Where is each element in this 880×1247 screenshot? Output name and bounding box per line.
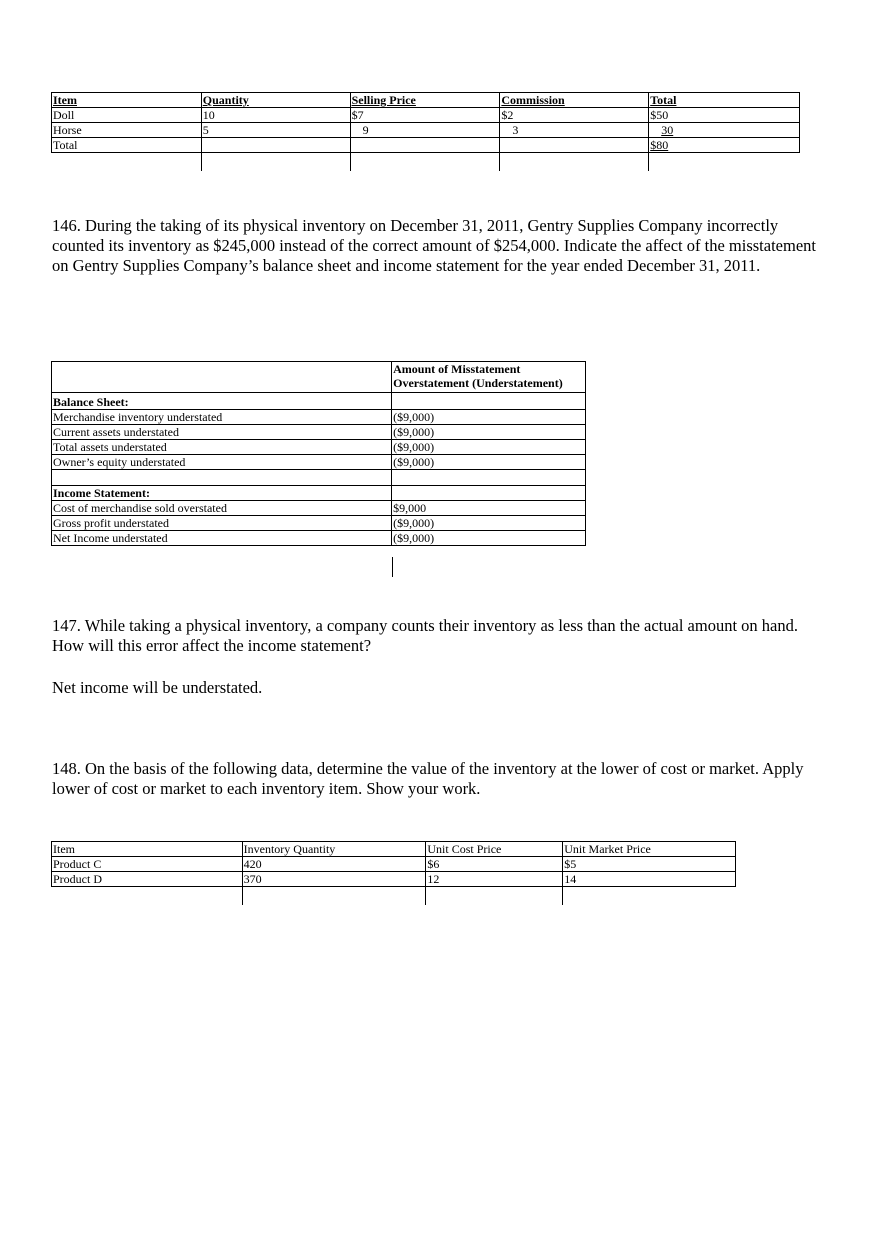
row-label: Total assets understated	[52, 440, 392, 455]
table-cell: 30	[649, 123, 800, 138]
sales-commission-table	[51, 92, 800, 171]
header-line-1: Amount of Misstatement	[393, 362, 521, 376]
table-cell	[350, 138, 500, 153]
table-row	[52, 455, 586, 470]
table-cell	[201, 138, 350, 153]
row-label: Current assets understated	[52, 425, 392, 440]
row-amount: ($9,000)	[392, 531, 586, 546]
header-line-2: Overstatement (Understatement)	[393, 376, 563, 390]
balance-sheet-label: Balance Sheet:	[52, 393, 392, 410]
table-cell: 3	[500, 123, 649, 138]
row-label: Merchandise inventory understated	[52, 410, 392, 425]
row-amount: ($9,000)	[392, 516, 586, 531]
table-cell: 420	[242, 857, 426, 872]
row-amount: ($9,000)	[392, 440, 586, 455]
header-inventory-quantity: Inventory Quantity	[242, 842, 426, 857]
header-selling-price: Selling Price	[350, 93, 500, 108]
table-cell: Total	[52, 138, 202, 153]
table-cell: $7	[350, 108, 500, 123]
table-cell: $6	[426, 857, 563, 872]
header-unit-market-price: Unit Market Price	[563, 842, 736, 857]
header-amount	[392, 362, 586, 393]
table-cell: $50	[649, 108, 800, 123]
row-amount: ($9,000)	[392, 410, 586, 425]
table-cell	[500, 138, 649, 153]
table-cell: 10	[201, 108, 350, 123]
table-cell: Product D	[52, 872, 243, 887]
table-row	[52, 857, 736, 872]
table-cell: $80	[649, 138, 800, 153]
table-row	[52, 440, 586, 455]
row-amount: ($9,000)	[392, 425, 586, 440]
table-row	[52, 501, 586, 516]
header-unit-cost-price: Unit Cost Price	[426, 842, 563, 857]
question-147: 147. While taking a physical inventory, a company counts their inventory as less than the actual amount on hand. How will this error affect the income statement?	[52, 616, 798, 655]
header-commission: Commission	[500, 93, 649, 108]
row-label: Cost of merchandise sold overstated	[52, 501, 392, 516]
misstatement-table	[51, 361, 586, 546]
row-amount: $9,000	[392, 501, 586, 516]
table-cell: 9	[350, 123, 500, 138]
spacer-row	[52, 470, 586, 486]
table-empty-row	[52, 153, 800, 172]
table-header-row	[52, 93, 800, 108]
table-header-row	[52, 842, 736, 857]
row-label: Net Income understated	[52, 531, 392, 546]
table-row	[52, 516, 586, 531]
table-cell: Doll	[52, 108, 202, 123]
income-statement-label: Income Statement:	[52, 486, 392, 501]
table-cell: 14	[563, 872, 736, 887]
table-row	[52, 531, 586, 546]
table-row	[52, 138, 800, 153]
table-cell: $2	[500, 108, 649, 123]
table-header-row	[52, 362, 586, 393]
table-empty-row	[52, 887, 736, 906]
table-cell: Horse	[52, 123, 202, 138]
table-row	[52, 425, 586, 440]
table-cell: $5	[563, 857, 736, 872]
question-146: 146. During the taking of its physical inventory on December 31, 2011, Gentry Supplies Company incorrectly counted its inventory as $245,000 instead of the correct amount of $254,000. Indicate the affect of the misstatement on Gentry Supplies Company’s balance sheet and income statement for the year ended December 31, 2011.	[52, 216, 816, 275]
header-total: Total	[649, 93, 800, 108]
table-cell: 5	[201, 123, 350, 138]
table-row	[52, 410, 586, 425]
row-label: Gross profit understated	[52, 516, 392, 531]
header-item: Item	[52, 93, 202, 108]
row-amount: ($9,000)	[392, 455, 586, 470]
section-row	[52, 486, 586, 501]
table-cell: 370	[242, 872, 426, 887]
answer-147: Net income will be understated.	[52, 678, 263, 697]
row-label: Owner’s equity understated	[52, 455, 392, 470]
header-item: Item	[52, 842, 243, 857]
question-148: 148. On the basis of the following data, determine the value of the inventory at the lower of cost or market. Apply lower of cost or market to each inventory item. Show your work.	[52, 759, 804, 798]
table-cell: 12	[426, 872, 563, 887]
table-row	[52, 108, 800, 123]
section-row	[52, 393, 586, 410]
table-cell: Product C	[52, 857, 243, 872]
table-row	[52, 123, 800, 138]
table-divider	[392, 557, 393, 577]
table-row	[52, 872, 736, 887]
header-quantity: Quantity	[201, 93, 350, 108]
inventory-lcm-table	[51, 841, 736, 905]
